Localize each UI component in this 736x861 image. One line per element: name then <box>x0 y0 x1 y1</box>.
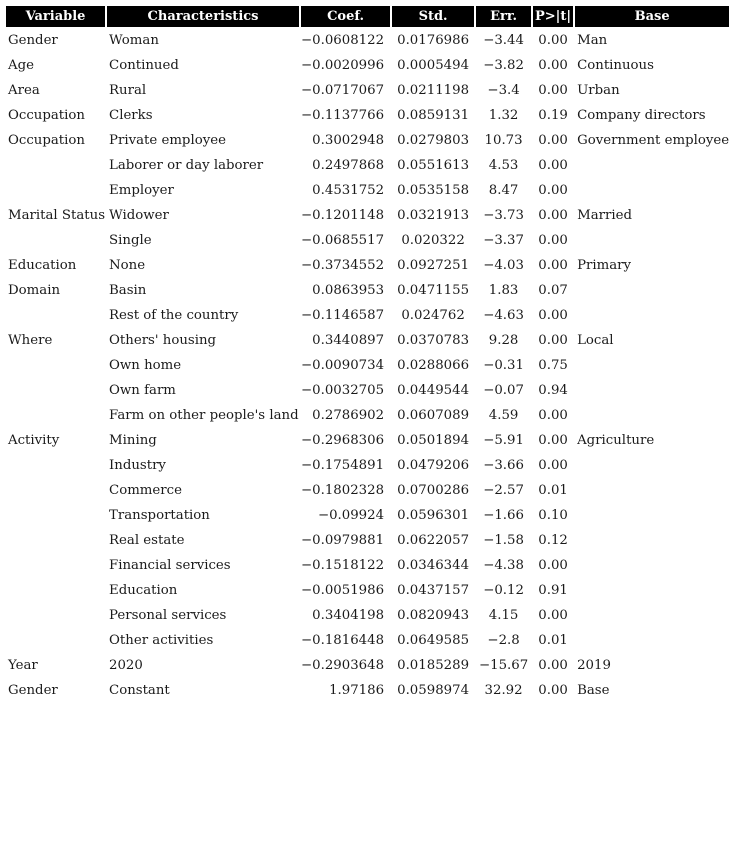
table-row <box>6 329 729 352</box>
cell-std: 0.020322 <box>401 233 465 248</box>
cell-p-value: 0.91 <box>538 583 568 598</box>
cell-std: 0.0346344 <box>397 558 470 573</box>
cell-coef: 0.3002948 <box>312 133 385 148</box>
cell-p-value: 0.07 <box>538 283 568 298</box>
cell-base <box>575 529 729 552</box>
table-row <box>6 354 729 377</box>
cell-p-value: 0.19 <box>538 108 568 123</box>
cell-coef: −0.0608122 <box>301 33 385 48</box>
cell-variable <box>6 479 105 502</box>
cell-variable <box>6 354 105 377</box>
cell-p-value: 0.94 <box>538 383 568 398</box>
cell-err: 1.32 <box>488 108 519 123</box>
cell-err: −1.58 <box>483 533 524 548</box>
cell-coef: −0.0717067 <box>301 83 385 98</box>
cell-variable: Occupation <box>8 133 85 148</box>
cell-err: −4.38 <box>483 558 524 573</box>
cell-std: 0.0820943 <box>397 608 470 623</box>
cell-base: 2019 <box>577 658 611 673</box>
cell-p-value: 0.01 <box>538 633 568 648</box>
cell-coef: 0.3440897 <box>312 333 385 348</box>
cell-variable <box>6 604 105 627</box>
cell-base <box>575 179 729 202</box>
cell-base <box>575 154 729 177</box>
table-row <box>6 29 729 52</box>
cell-std: 0.0700286 <box>397 483 470 498</box>
cell-characteristic: Education <box>109 583 178 598</box>
cell-variable: Marital Status <box>8 208 106 223</box>
cell-variable: Occupation <box>8 108 85 123</box>
cell-characteristic: Own home <box>109 358 182 373</box>
cell-coef: 0.2786902 <box>312 408 385 423</box>
cell-base <box>575 454 729 477</box>
cell-std: 0.0471155 <box>397 283 470 298</box>
cell-base <box>575 304 729 327</box>
cell-std: 0.024762 <box>401 308 465 323</box>
cell-p-value: 0.75 <box>538 358 568 373</box>
cell-base <box>575 379 729 402</box>
cell-variable: Year <box>8 658 38 673</box>
cell-variable <box>6 179 105 202</box>
cell-characteristic: Own farm <box>109 383 176 398</box>
cell-characteristic: Laborer or day laborer <box>109 158 264 173</box>
cell-characteristic: Private employee <box>109 133 226 148</box>
cell-std: 0.0598974 <box>397 683 470 698</box>
table-row <box>6 279 729 302</box>
cell-characteristic: Mining <box>109 433 157 448</box>
regression-table <box>4 4 731 704</box>
cell-err: −3.73 <box>483 208 524 223</box>
regression-table-container <box>4 4 731 704</box>
cell-err: −5.91 <box>483 433 524 448</box>
cell-base: Local <box>577 333 614 348</box>
cell-characteristic: Transportation <box>109 508 210 523</box>
cell-std: 0.0321913 <box>397 208 470 223</box>
cell-err: −3.4 <box>487 83 520 98</box>
cell-variable <box>6 404 105 427</box>
cell-coef: −0.3734552 <box>301 258 385 273</box>
cell-characteristic: Single <box>109 233 152 248</box>
cell-std: 0.0005494 <box>397 58 470 73</box>
cell-base <box>575 279 729 302</box>
cell-base: Base <box>577 683 610 698</box>
header-characteristics: Characteristics <box>107 6 299 27</box>
cell-variable: Activity <box>8 433 60 448</box>
cell-coef: 0.0863953 <box>312 283 385 298</box>
cell-p-value: 0.00 <box>538 658 568 673</box>
header-base: Base <box>575 6 729 27</box>
header-p-value: P>|t| <box>533 6 573 27</box>
header-std: Std. <box>392 6 474 27</box>
table-header <box>6 6 729 27</box>
cell-coef: 1.97186 <box>329 683 385 698</box>
table-row <box>6 304 729 327</box>
cell-p-value: 0.00 <box>538 258 568 273</box>
cell-variable: Education <box>8 258 77 273</box>
cell-p-value: 0.00 <box>538 58 568 73</box>
cell-base: Government employee <box>577 133 730 148</box>
cell-variable: Gender <box>8 33 58 48</box>
cell-err: −0.31 <box>483 358 524 373</box>
cell-err: 32.92 <box>484 683 523 698</box>
cell-p-value: 0.01 <box>538 483 568 498</box>
cell-p-value: 0.00 <box>538 83 568 98</box>
table-row <box>6 554 729 577</box>
header-err: Err. <box>476 6 531 27</box>
cell-characteristic: Personal services <box>109 608 227 623</box>
cell-characteristic: 2020 <box>109 658 143 673</box>
cell-coef: −0.1802328 <box>301 483 385 498</box>
cell-coef: −0.1137766 <box>301 108 385 123</box>
table-row <box>6 454 729 477</box>
cell-variable <box>6 554 105 577</box>
cell-std: 0.0501894 <box>397 433 470 448</box>
cell-base: Agriculture <box>577 433 655 448</box>
cell-coef: −0.09924 <box>317 508 385 523</box>
cell-characteristic: Woman <box>109 33 159 48</box>
cell-base <box>575 229 729 252</box>
cell-base <box>575 404 729 427</box>
cell-coef: −0.2903648 <box>301 658 385 673</box>
cell-std: 0.0211198 <box>397 83 470 98</box>
cell-coef: −0.0685517 <box>301 233 385 248</box>
cell-variable <box>6 529 105 552</box>
cell-std: 0.0370783 <box>397 333 470 348</box>
cell-coef: −0.0032705 <box>301 383 385 398</box>
table-row <box>6 204 729 227</box>
cell-characteristic: Constant <box>109 683 170 698</box>
cell-std: 0.0535158 <box>397 183 470 198</box>
cell-err: −1.66 <box>483 508 524 523</box>
cell-p-value: 0.00 <box>538 233 568 248</box>
cell-p-value: 0.12 <box>538 533 568 548</box>
cell-base: Man <box>577 33 608 48</box>
table-row <box>6 104 729 127</box>
cell-err: −3.82 <box>483 58 524 73</box>
cell-std: 0.0859131 <box>397 108 470 123</box>
cell-err: −0.12 <box>483 583 524 598</box>
cell-variable: Area <box>8 83 40 98</box>
table-row <box>6 404 729 427</box>
table-row <box>6 479 729 502</box>
table-row <box>6 379 729 402</box>
cell-err: 4.15 <box>488 608 519 623</box>
cell-err: −2.57 <box>483 483 524 498</box>
header-coef: Coef. <box>301 6 390 27</box>
cell-std: 0.0551613 <box>397 158 470 173</box>
cell-characteristic: None <box>109 258 146 273</box>
table-row <box>6 629 729 652</box>
cell-p-value: 0.00 <box>538 308 568 323</box>
cell-p-value: 0.00 <box>538 208 568 223</box>
cell-base <box>575 604 729 627</box>
cell-base: Married <box>577 208 632 223</box>
cell-coef: −0.0979881 <box>301 533 385 548</box>
cell-std: 0.0607089 <box>397 408 470 423</box>
cell-std: 0.0479206 <box>397 458 470 473</box>
cell-variable <box>6 629 105 652</box>
cell-characteristic: Other activities <box>109 633 214 648</box>
cell-base: Primary <box>577 258 632 273</box>
cell-p-value: 0.00 <box>538 183 568 198</box>
cell-characteristic: Basin <box>109 283 147 298</box>
table-row <box>6 179 729 202</box>
cell-base: Continuous <box>577 58 654 73</box>
table-row <box>6 429 729 452</box>
cell-variable: Gender <box>8 683 58 698</box>
cell-err: −4.63 <box>483 308 524 323</box>
cell-characteristic: Real estate <box>109 533 185 548</box>
cell-std: 0.0288066 <box>397 358 470 373</box>
table-row <box>6 254 729 277</box>
table-row <box>6 129 729 152</box>
cell-err: −2.8 <box>487 633 520 648</box>
cell-coef: −0.0020996 <box>301 58 385 73</box>
table-row <box>6 154 729 177</box>
table-row <box>6 229 729 252</box>
table-row <box>6 604 729 627</box>
cell-characteristic: Rural <box>109 83 147 98</box>
cell-coef: −0.0051986 <box>301 583 385 598</box>
cell-base: Company directors <box>577 108 706 123</box>
cell-characteristic: Financial services <box>109 558 231 573</box>
cell-coef: −0.2968306 <box>301 433 385 448</box>
table-row <box>6 54 729 77</box>
cell-p-value: 0.00 <box>538 608 568 623</box>
table-row <box>6 679 729 702</box>
table-row <box>6 579 729 602</box>
cell-std: 0.0927251 <box>397 258 470 273</box>
cell-variable <box>6 579 105 602</box>
table-row <box>6 79 729 102</box>
cell-p-value: 0.00 <box>538 558 568 573</box>
cell-err: 4.53 <box>488 158 519 173</box>
cell-err: 9.28 <box>488 333 519 348</box>
cell-coef: 0.4531752 <box>312 183 385 198</box>
cell-err: 1.83 <box>488 283 519 298</box>
cell-err: −4.03 <box>483 258 524 273</box>
table-row <box>6 654 729 677</box>
cell-coef: −0.1518122 <box>301 558 385 573</box>
cell-p-value: 0.00 <box>538 333 568 348</box>
cell-base: Urban <box>577 83 620 98</box>
cell-p-value: 0.00 <box>538 683 568 698</box>
table-body <box>6 29 729 702</box>
cell-base <box>575 504 729 527</box>
cell-variable: Where <box>8 333 53 348</box>
cell-err: −3.44 <box>483 33 524 48</box>
cell-coef: −0.1816448 <box>301 633 385 648</box>
cell-err: −3.37 <box>483 233 524 248</box>
cell-base <box>575 629 729 652</box>
cell-err: 8.47 <box>488 183 519 198</box>
cell-p-value: 0.10 <box>538 508 568 523</box>
cell-variable <box>6 229 105 252</box>
cell-characteristic: Clerks <box>109 108 153 123</box>
cell-variable <box>6 504 105 527</box>
cell-std: 0.0449544 <box>397 383 470 398</box>
cell-std: 0.0185289 <box>397 658 470 673</box>
cell-p-value: 0.00 <box>538 408 568 423</box>
cell-err: 4.59 <box>488 408 519 423</box>
cell-coef: −0.1201148 <box>301 208 385 223</box>
cell-p-value: 0.00 <box>538 458 568 473</box>
cell-coef: −0.1146587 <box>301 308 385 323</box>
cell-base <box>575 579 729 602</box>
cell-coef: 0.2497868 <box>312 158 385 173</box>
cell-err: −15.67 <box>478 658 529 673</box>
cell-variable <box>6 154 105 177</box>
cell-base <box>575 479 729 502</box>
cell-characteristic: Continued <box>109 58 179 73</box>
cell-variable <box>6 454 105 477</box>
cell-err: −3.66 <box>483 458 524 473</box>
cell-p-value: 0.00 <box>538 433 568 448</box>
cell-p-value: 0.00 <box>538 158 568 173</box>
cell-std: 0.0437157 <box>397 583 470 598</box>
table-row <box>6 529 729 552</box>
cell-err: −0.07 <box>483 383 524 398</box>
cell-std: 0.0596301 <box>397 508 470 523</box>
cell-characteristic: Farm on other people's land <box>109 408 299 423</box>
cell-std: 0.0279803 <box>397 133 470 148</box>
cell-characteristic: Widower <box>109 208 169 223</box>
cell-characteristic: Rest of the country <box>109 308 239 323</box>
cell-coef: −0.1754891 <box>301 458 385 473</box>
cell-variable: Age <box>8 58 34 73</box>
header-row <box>6 6 729 27</box>
cell-p-value: 0.00 <box>538 33 568 48</box>
cell-p-value: 0.00 <box>538 133 568 148</box>
cell-characteristic: Commerce <box>109 483 182 498</box>
cell-variable: Domain <box>8 283 61 298</box>
table-row <box>6 504 729 527</box>
cell-base <box>575 354 729 377</box>
cell-characteristic: Employer <box>109 183 174 198</box>
cell-std: 0.0649585 <box>397 633 470 648</box>
cell-base <box>575 554 729 577</box>
cell-coef: 0.3404198 <box>312 608 385 623</box>
cell-err: 10.73 <box>484 133 523 148</box>
header-variable: Variable <box>6 6 105 27</box>
cell-variable <box>6 379 105 402</box>
cell-std: 0.0176986 <box>397 33 470 48</box>
cell-characteristic: Others' housing <box>109 333 217 348</box>
cell-variable <box>6 304 105 327</box>
cell-characteristic: Industry <box>109 458 166 473</box>
cell-coef: −0.0090734 <box>301 358 385 373</box>
cell-std: 0.0622057 <box>397 533 470 548</box>
